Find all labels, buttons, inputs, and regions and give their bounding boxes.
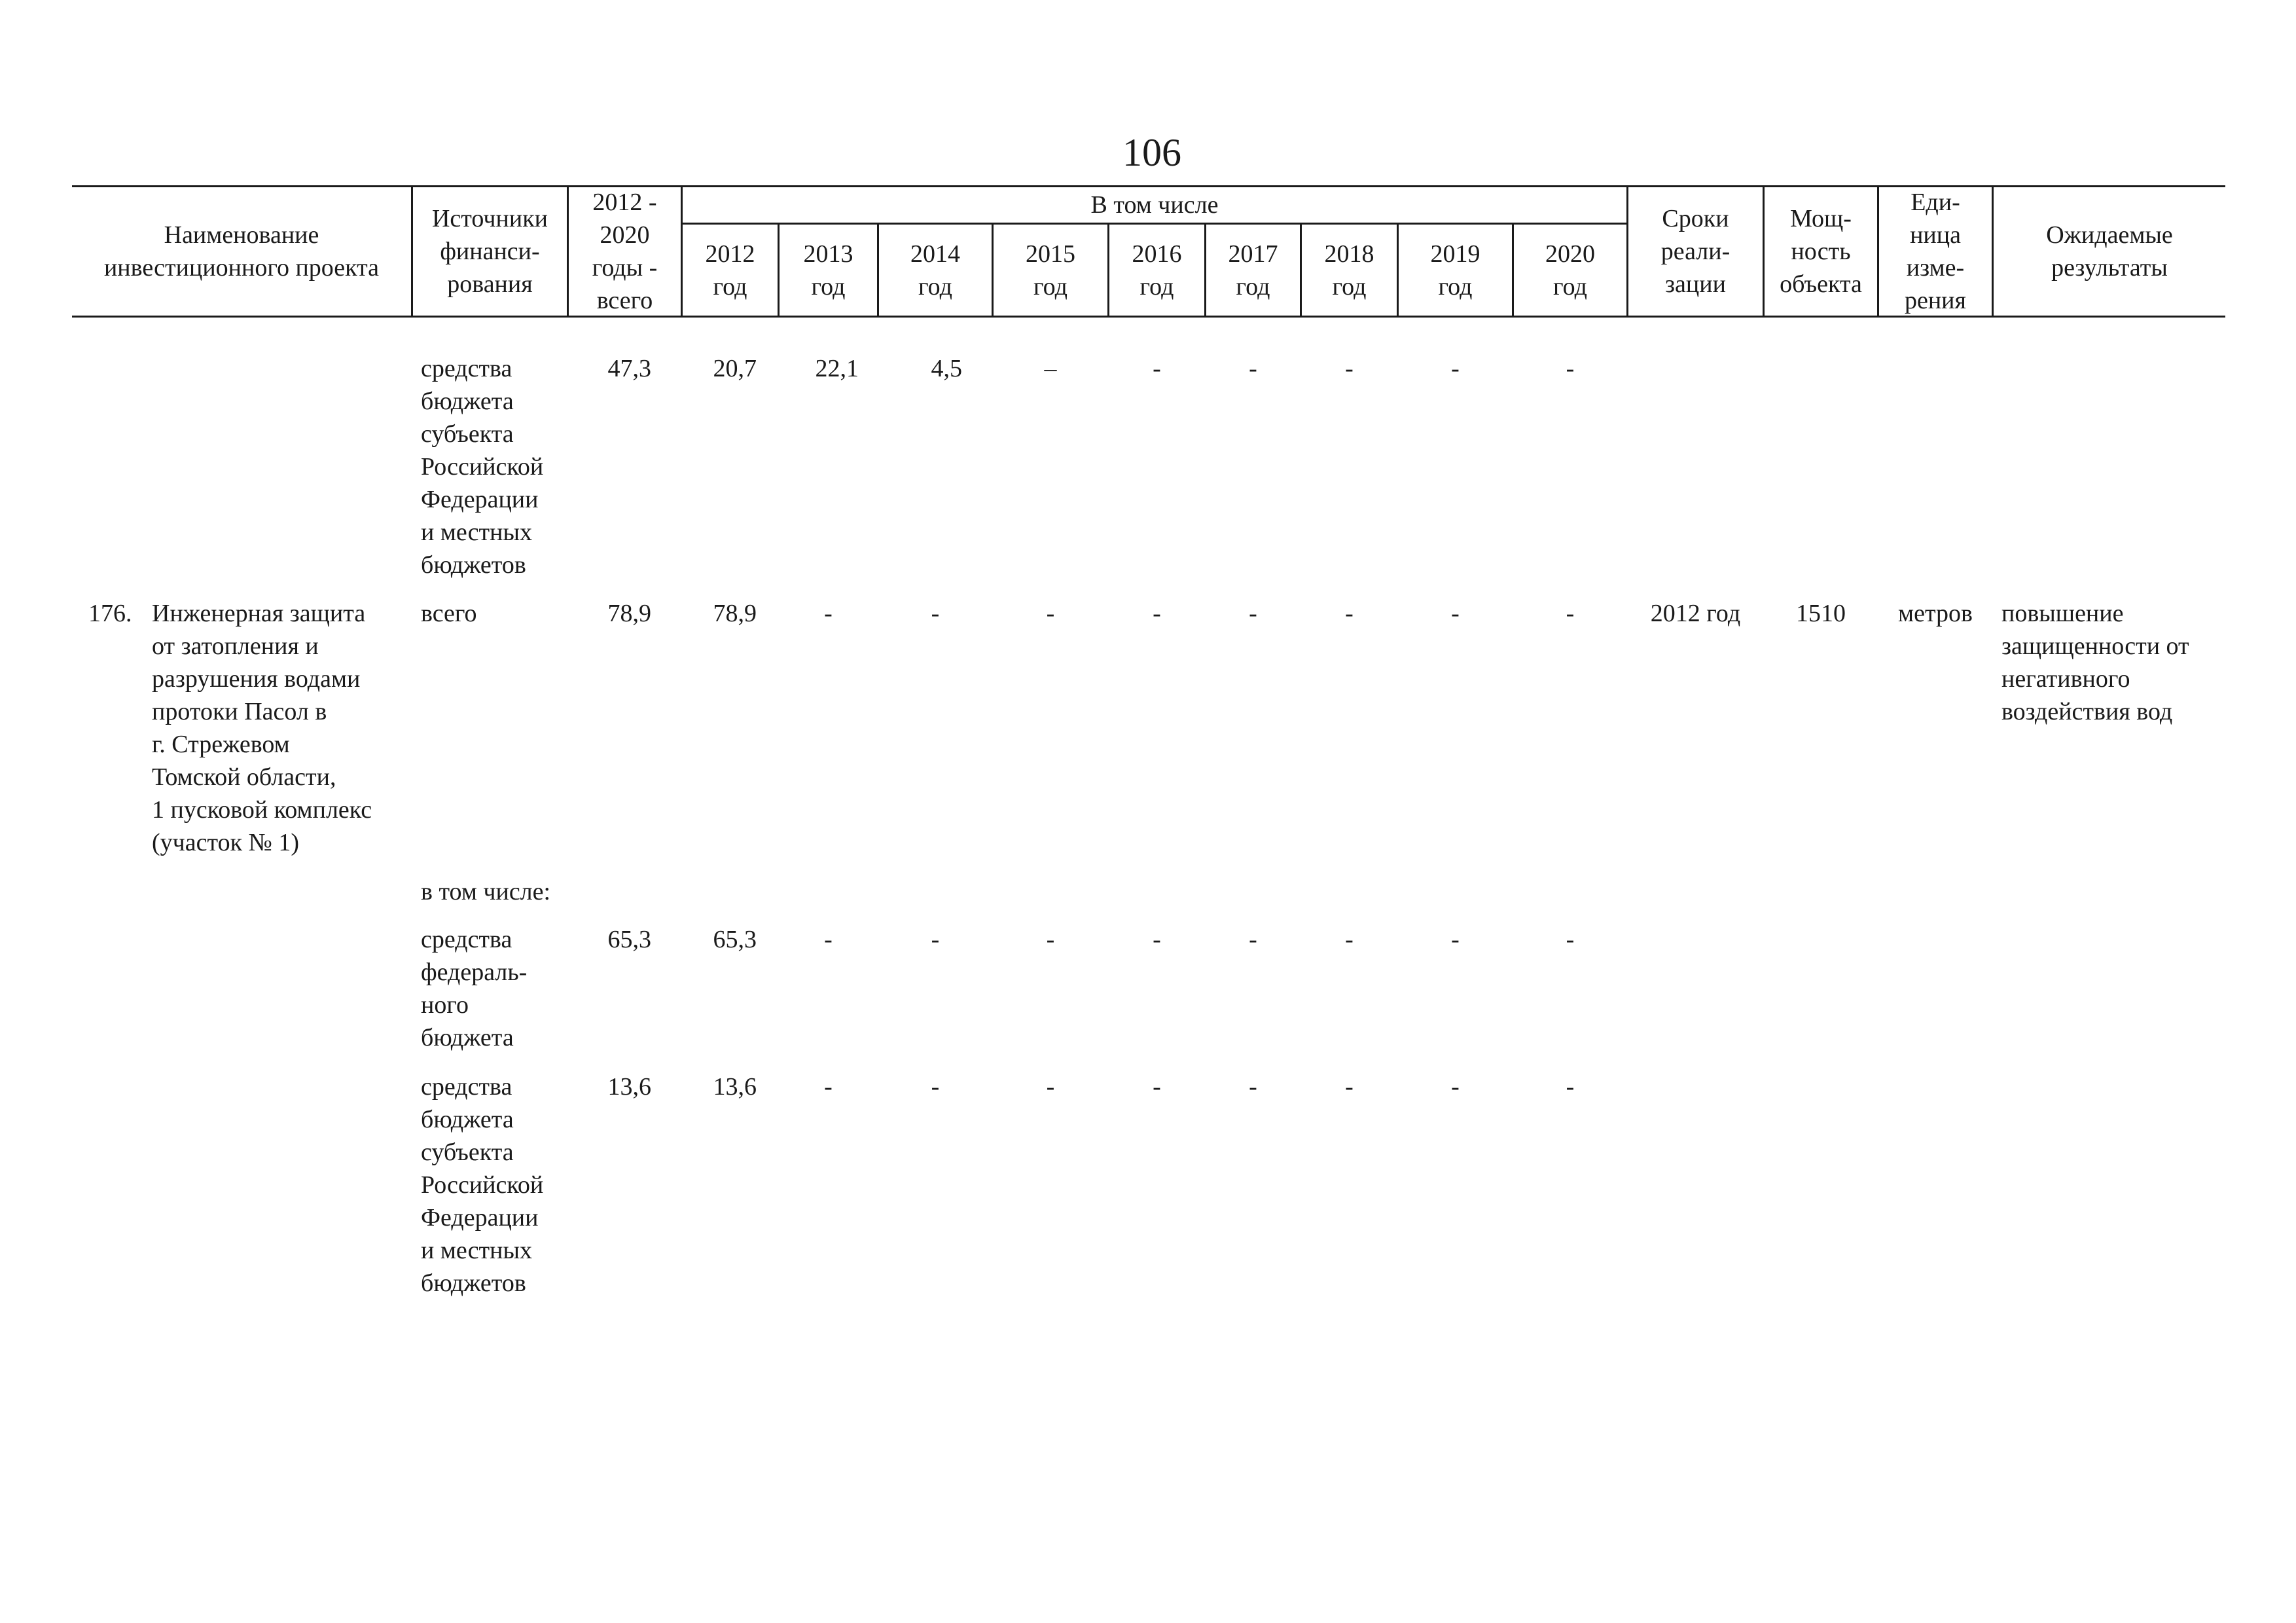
row-year-2017: -: [1249, 600, 1257, 627]
row-source: средства бюджета субъекта Российской Федерации и местных бюджетов: [421, 1073, 544, 1297]
row-year-2018: -: [1345, 600, 1354, 627]
header-project-name: Наименование инвестиционного проекта: [103, 221, 380, 282]
header-year-2018: 2018 год: [1324, 240, 1374, 301]
row-source: в том числе:: [421, 878, 551, 905]
including-underline: [681, 223, 1626, 225]
header-year-2019: 2019 год: [1430, 240, 1480, 301]
row-total: 65,3: [607, 926, 651, 953]
row-year-2020: -: [1566, 1073, 1575, 1101]
row-year-2013: -: [824, 926, 833, 953]
header-year-2015: 2015 год: [1026, 240, 1075, 301]
row-year-2016: -: [1153, 600, 1161, 627]
row-year-2014: -: [931, 1073, 940, 1101]
row-year-2015: -: [1046, 600, 1055, 627]
row-year-2012: 78,9: [713, 600, 757, 627]
row-year-2016: -: [1153, 926, 1161, 953]
row-year-2019: -: [1451, 926, 1460, 953]
row-year-2014: -: [931, 600, 940, 627]
row-year-2018: -: [1345, 355, 1354, 382]
header-including: В том числе: [1090, 191, 1219, 219]
row-year-2012: 65,3: [713, 926, 757, 953]
row-unit: метров: [1898, 600, 1973, 627]
row-total: 13,6: [607, 1073, 651, 1101]
header-year-2012: 2012 год: [705, 240, 755, 301]
row-year-2017: -: [1249, 355, 1257, 382]
row-year-2013: -: [824, 1073, 833, 1101]
row-year-2015: –: [1044, 355, 1057, 382]
row-capacity: 1510: [1796, 600, 1846, 627]
header-bottom-rule: [72, 316, 2225, 318]
row-year-2012: 20,7: [713, 355, 757, 382]
row-year-2013: 22,1: [815, 355, 859, 382]
row-year-2016: -: [1153, 355, 1161, 382]
row-year-2012: 13,6: [713, 1073, 757, 1101]
row-year-2015: -: [1046, 926, 1055, 953]
header-year-2014: 2014 год: [910, 240, 960, 301]
row-year-2018: -: [1345, 1073, 1354, 1101]
row-year-2015: -: [1046, 1073, 1055, 1101]
row-year-2019: -: [1451, 1073, 1460, 1101]
row-year-2018: -: [1345, 926, 1354, 953]
row-year-2020: -: [1566, 600, 1575, 627]
header-total: 2012 - 2020 годы - всего: [592, 189, 658, 314]
row-year-2020: -: [1566, 355, 1575, 382]
header-year-2013: 2013 год: [803, 240, 853, 301]
row-source: всего: [421, 600, 477, 627]
row-total: 47,3: [607, 355, 651, 382]
row-year-2014: -: [931, 926, 940, 953]
row-year-2019: -: [1451, 355, 1460, 382]
row-year-2019: -: [1451, 600, 1460, 627]
header-capacity: Мощ- ность объекта: [1780, 205, 1862, 298]
page-number: 106: [1122, 131, 1181, 174]
row-year-2017: -: [1249, 926, 1257, 953]
row-number: 176.: [88, 600, 132, 627]
header-year-2017: 2017 год: [1228, 240, 1278, 301]
header-year-2020: 2020 год: [1545, 240, 1595, 301]
row-year-2013: -: [824, 600, 833, 627]
row-project-name: Инженерная защита от затопления и разрушения водами протоки Пасол в г. Стрежевом Томской области, 1 пусковой комплекс (участок № 1): [152, 600, 372, 856]
row-year-2016: -: [1153, 1073, 1161, 1101]
row-total: 78,9: [607, 600, 651, 627]
header-results: Ожидаемые результаты: [2046, 221, 2173, 282]
row-source: средства бюджета субъекта Российской Федерации и местных бюджетов: [421, 355, 544, 579]
header-sources: Источники финанси- рования: [431, 205, 548, 298]
header-unit: Еди- ница изме- рения: [1904, 189, 1967, 314]
header-terms: Сроки реали- зации: [1660, 205, 1731, 298]
row-terms: 2012 год: [1650, 600, 1741, 627]
row-source: средства федераль- ного бюджета: [421, 926, 528, 1051]
row-year-2017: -: [1249, 1073, 1257, 1101]
row-year-2020: -: [1566, 926, 1575, 953]
row-year-2014: 4,5: [931, 355, 962, 382]
header-year-2016: 2016 год: [1132, 240, 1182, 301]
row-results: повышение защищенности от негативного воздействия вод: [2001, 600, 2189, 725]
